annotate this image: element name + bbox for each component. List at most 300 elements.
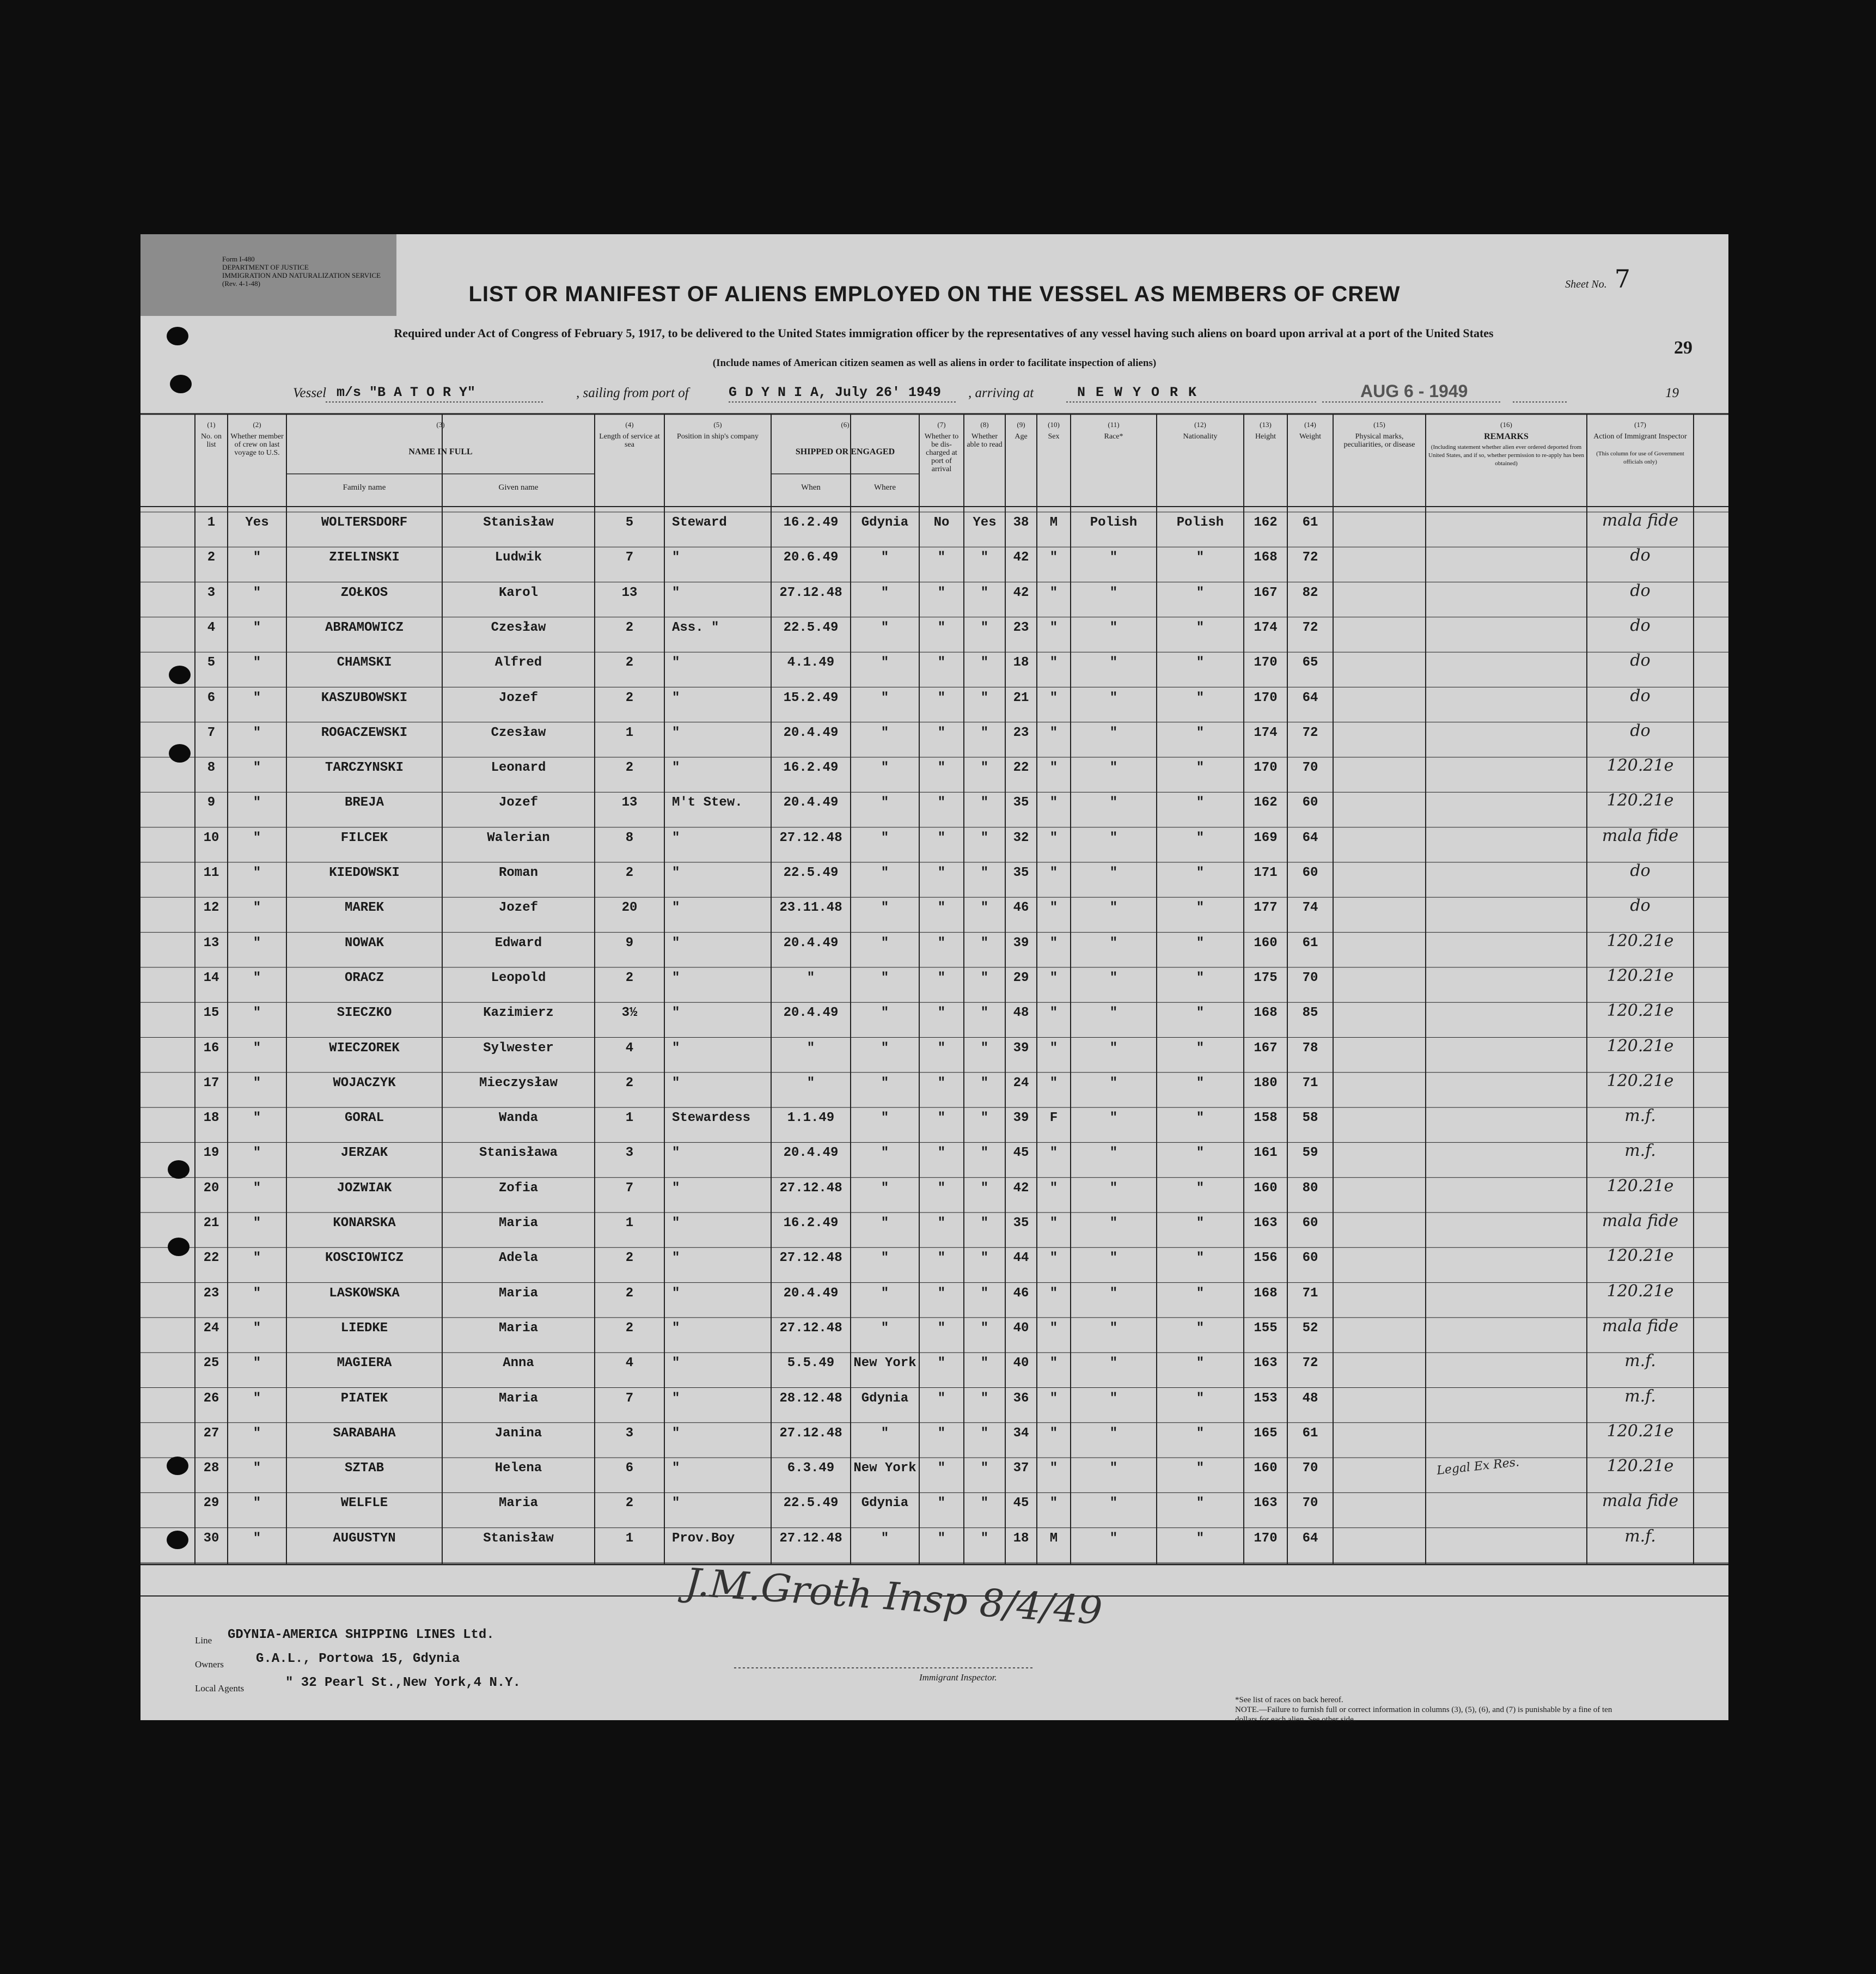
cell-race: " [1109,795,1118,811]
cell-race: " [1109,1040,1118,1056]
cell-height: 171 [1254,866,1278,880]
cell-age: 35 [1013,1216,1029,1230]
cell-family: SIECZKO [337,1006,392,1021]
cell-disch: " [937,900,946,916]
header-c9-label: Age [1015,432,1028,441]
cell-position: " [672,1040,680,1056]
cell-no: 9 [207,795,216,811]
cell-race: " [1109,585,1118,600]
cell-race: " [1109,1356,1118,1371]
cell-weight: 60 [1302,1216,1318,1230]
cell-crew: " [253,1461,261,1476]
cell-position: " [672,1461,680,1476]
cell-where: " [881,795,889,811]
cell-position: " [672,970,680,985]
cell-read: " [980,1461,989,1476]
cell-crew: " [253,1356,261,1371]
cell-position: " [672,1216,680,1230]
cell-weight: 85 [1302,1006,1318,1021]
cell-given: Helena [494,1461,542,1476]
cell-race: " [1109,725,1118,740]
cell-height: 167 [1254,585,1278,600]
cell-sex: " [1049,900,1058,916]
cell-sex: " [1049,1146,1058,1161]
cell-crew: " [253,1391,261,1406]
cell-action: 120.21e [1606,1001,1674,1021]
cell-no: 22 [203,1251,219,1266]
cell-age: 35 [1013,795,1029,811]
cell-no: 8 [207,760,216,776]
cell-height: 174 [1254,620,1278,635]
cell-action: do [1630,651,1651,671]
cell-sex: " [1049,1425,1058,1441]
cell-crew: " [253,690,261,705]
cell-where: " [881,1006,889,1021]
cell-given: Stanisław [483,515,554,530]
cell-nat: " [1196,1531,1205,1546]
cell-nat: " [1196,1146,1205,1161]
cell-position: " [672,1425,680,1441]
cell-sex: " [1049,655,1058,671]
cell-service: 1 [625,725,634,740]
cell-position: M't Stew. [672,795,743,811]
cell-weight: 71 [1302,1285,1318,1301]
cell-when: 20.4.49 [783,1285,839,1301]
cell-where: " [881,1251,889,1266]
cell-read: " [980,1531,989,1546]
cell-when: 27.12.48 [779,1320,842,1336]
cell-sex: " [1049,1040,1058,1056]
cell-given: Anna [503,1356,534,1371]
cell-action: m.f. [1624,1386,1656,1406]
cell-crew: " [253,620,261,635]
cell-weight: 61 [1302,1425,1318,1441]
cell-family: WOJACZYK [333,1075,396,1090]
cell-nat: " [1196,1075,1205,1090]
binder-hole [168,1238,190,1256]
cell-disch: " [937,690,946,705]
cell-sex: " [1049,690,1058,705]
cell-disch: " [937,1285,946,1301]
cell-family: MAREK [344,900,384,916]
cell-sex: " [1049,760,1058,776]
cell-nat: " [1196,1180,1205,1196]
cell-position: " [672,585,680,600]
cell-race: " [1109,690,1118,705]
cell-position: " [672,900,680,916]
cell-when: 28.12.48 [779,1391,842,1406]
cell-action: 120.21e [1606,966,1674,985]
binder-hole [167,1457,188,1475]
cell-age: 37 [1013,1461,1029,1476]
cell-weight: 71 [1302,1075,1318,1090]
cell-height: 161 [1254,1146,1278,1161]
cell-nat: " [1196,830,1205,845]
cell-when: 27.12.48 [779,1531,842,1546]
cell-age: 40 [1013,1320,1029,1336]
cell-given: Stanisława [479,1146,558,1161]
header-family-name: Family name [343,483,386,492]
cell-where: " [881,970,889,985]
cell-race: " [1109,1425,1118,1441]
cell-crew: " [253,655,261,671]
cell-read: " [980,1320,989,1336]
cell-position: " [672,1006,680,1021]
cell-sex: " [1049,866,1058,880]
cell-read: " [980,795,989,811]
cell-position: " [672,690,680,705]
cell-no: 12 [203,900,219,916]
cell-action: m.f. [1624,1141,1656,1161]
cell-age: 44 [1013,1251,1029,1266]
cell-action: 120.21e [1606,931,1674,951]
header-c11-label: Race* [1104,432,1123,441]
cell-weight: 70 [1302,760,1318,776]
cell-sex: " [1049,550,1058,565]
cell-crew: " [253,970,261,985]
cell-nat: " [1196,655,1205,671]
cell-action: 120.21e [1606,1421,1674,1441]
cell-nat: " [1196,550,1205,565]
cell-age: 45 [1013,1496,1029,1511]
agents-label: Local Agents [195,1683,245,1693]
cell-no: 29 [203,1496,219,1511]
header-when: When [801,483,821,492]
cell-crew: " [253,550,261,565]
cell-crew: " [253,1111,261,1126]
fine-note: NOTE.—Failure to furnish full or correct information in columns (3), (5), (6), and (7) is punishable by a fine of ten dollars for each alien. See other side. [1235,1705,1612,1724]
cell-position: " [672,550,680,565]
cell-nat: " [1196,690,1205,705]
cell-crew: Yes [245,515,269,530]
cell-given: Maria [498,1320,538,1336]
cell-crew: " [253,585,261,600]
cell-given: Jozef [498,900,538,916]
cell-race: " [1109,1285,1118,1301]
cell-age: 29 [1013,970,1029,985]
cell-family: GORAL [344,1111,384,1126]
cell-when: 16.2.49 [783,760,839,776]
cell-height: 163 [1254,1496,1278,1511]
cell-no: 6 [207,690,216,705]
cell-when: 27.12.48 [779,1180,842,1196]
cell-position: " [672,1496,680,1511]
header-c4-label: Length of service at sea [599,432,660,449]
cell-where: " [881,935,889,951]
cell-disch: " [937,1075,946,1090]
cell-family: KASZUBOWSKI [321,690,408,705]
cell-service: 5 [625,515,634,530]
agents-value: " 32 Pearl St.,New York,4 N.Y. [285,1676,521,1690]
cell-when: 22.5.49 [783,620,839,635]
cell-disch: " [937,1461,946,1476]
cell-given: Czesław [491,620,546,635]
cell-no: 15 [203,1006,219,1021]
cell-action: do [1630,686,1651,705]
cell-weight: 60 [1302,795,1318,811]
cell-read: " [980,1425,989,1441]
cell-read: " [980,585,989,600]
cell-given: Adela [498,1251,538,1266]
cell-no: 25 [203,1356,219,1371]
cell-where: Gdynia [861,1496,909,1511]
cell-read: " [980,760,989,776]
cell-nat: " [1196,1496,1205,1511]
cell-nat: Polish [1176,515,1224,530]
cell-given: Czesław [491,725,546,740]
cell-crew: " [253,1425,261,1441]
cell-weight: 48 [1302,1391,1318,1406]
cell-height: 170 [1254,1531,1278,1546]
cell-where: Gdynia [861,515,909,530]
cell-nat: " [1196,1320,1205,1336]
cell-service: 9 [625,935,634,951]
cell-age: 39 [1013,1040,1029,1056]
cell-family: PIATEK [340,1391,388,1406]
cell-nat: " [1196,760,1205,776]
cell-position: " [672,1285,680,1301]
header-c16-number: (16) [1500,421,1512,429]
cell-disch: " [937,795,946,811]
cell-no: 16 [203,1040,219,1056]
cell-race: " [1109,620,1118,635]
cell-position: " [672,1146,680,1161]
cell-age: 32 [1013,830,1029,845]
cell-read: " [980,655,989,671]
cell-disch: " [937,585,946,600]
cell-where: " [881,620,889,635]
cell-position: Ass. " [672,620,719,635]
cell-family: LIEDKE [340,1320,388,1336]
cell-disch: " [937,1251,946,1266]
cell-race: " [1109,935,1118,951]
cell-when: 27.12.48 [779,1251,842,1266]
cell-no: 19 [203,1146,219,1161]
cell-service: 13 [621,585,638,600]
cell-when: 20.4.49 [783,725,839,740]
vessel-name: m/s "B A T O R Y" [337,385,476,400]
cell-given: Maria [498,1216,538,1230]
header-c10-number: (10) [1048,421,1060,429]
cell-nat: " [1196,935,1205,951]
cell-disch: " [937,1320,946,1336]
cell-service: 3 [625,1425,634,1441]
cell-family: ZOŁKOS [340,585,388,600]
cell-service: 4 [625,1356,634,1371]
cell-height: 160 [1254,935,1278,951]
cell-read: " [980,1285,989,1301]
cell-read: " [980,1146,989,1161]
cell-height: 153 [1254,1391,1278,1406]
cell-height: 168 [1254,550,1278,565]
cell-where: " [881,900,889,916]
cell-position: " [672,1320,680,1336]
header-c8-label: Whether able to read [967,432,1003,449]
cell-action: mala fide [1602,1316,1679,1336]
cell-service: 1 [625,1111,634,1126]
cell-read: " [980,550,989,565]
cell-crew: " [253,1285,261,1301]
cell-no: 5 [207,655,216,671]
sheet-value: 7 [1614,264,1630,294]
cell-sex: " [1049,1461,1058,1476]
cell-crew: " [253,866,261,880]
cell-weight: 72 [1302,725,1318,740]
cell-action: mala fide [1602,826,1679,845]
cell-race: " [1109,1496,1118,1511]
cell-where: " [881,1111,889,1126]
cell-crew: " [253,830,261,845]
cell-nat: " [1196,1461,1205,1476]
cell-service: 4 [625,1040,634,1056]
cell-when: 27.12.48 [779,830,842,845]
cell-given: Ludwik [494,550,542,565]
cell-sex: " [1049,585,1058,600]
header-action-note: (This column for use of Government officials only) [1596,450,1684,465]
cell-race: " [1109,866,1118,880]
header-where: Where [874,483,896,492]
cell-height: 168 [1254,1285,1278,1301]
page-subtitle-note: (Include names of American citizen seamen as well as aliens in order to facilitate inspection of aliens) [712,357,1157,369]
cell-action: do [1630,616,1651,635]
cell-given: Edward [494,935,542,951]
cell-family: KOSCIOWICZ [325,1251,404,1266]
cell-where: " [881,1320,889,1336]
cell-service: 2 [625,760,634,776]
cell-where: New York [853,1461,916,1476]
sailing-label: , sailing from port of [576,386,689,400]
cell-race: " [1109,900,1118,916]
cell-given: Leonard [491,760,546,776]
cell-weight: 72 [1302,1356,1318,1371]
header-remarks-note: (Including statement whether alien ever ordered deported from United States, and if so, whether permission to re-apply has been obtained) [1428,444,1584,467]
cell-position: " [672,830,680,845]
header-c12-number: (12) [1194,421,1206,429]
inspector-signature: J.M.Groth Insp 8/4/49 [684,1559,1104,1634]
cell-position: Stewardess [672,1111,751,1126]
cell-given: Roman [498,866,538,880]
cell-read: " [980,900,989,916]
cell-disch: " [937,1496,946,1511]
cell-crew: " [253,1531,261,1546]
cell-when: 20.4.49 [783,935,839,951]
header-c5-number: (5) [713,421,722,429]
header-c11-number: (11) [1108,421,1120,429]
cell-given: Zofia [498,1180,538,1196]
cell-disch: " [937,1216,946,1230]
cell-nat: " [1196,1216,1205,1230]
page-subtitle: Required under Act of Congress of February 5, 1917, to be delivered to the United States immigration officer by the representatives of any vessel having such aliens on board upon arrival at a port of the United States [394,326,1494,340]
cell-family: KONARSKA [333,1216,396,1230]
header-c14-label: Weight [1299,432,1322,441]
cell-when: 16.2.49 [783,1216,839,1230]
cell-weight: 64 [1302,690,1318,705]
cell-when: 5.5.49 [787,1356,835,1371]
cell-service: 7 [625,1391,634,1406]
cell-read: " [980,935,989,951]
cell-service: 20 [621,900,638,916]
cell-service: 1 [625,1216,634,1230]
cell-height: 170 [1254,760,1278,776]
cell-given: Maria [498,1496,538,1511]
cell-disch: " [937,620,946,635]
cell-given: Sylwester [483,1040,554,1056]
cell-crew: " [253,1180,261,1196]
cell-action: 120.21e [1606,1176,1674,1196]
page-number: 29 [1674,338,1692,358]
cell-race: " [1109,760,1118,776]
cell-family: KIEDOWSKI [329,866,400,880]
cell-where: " [881,690,889,705]
cell-where: Gdynia [861,1391,909,1406]
binder-hole [169,744,191,763]
cell-service: 13 [621,795,638,811]
cell-age: 24 [1013,1075,1029,1090]
cell-height: 155 [1254,1320,1278,1336]
cell-sex: " [1049,1496,1058,1511]
cell-given: Janina [494,1425,542,1441]
cell-service: 2 [625,1496,634,1511]
cell-service: 3 [625,1146,634,1161]
cell-when: 22.5.49 [783,1496,839,1511]
cell-height: 168 [1254,1006,1278,1021]
cell-weight: 59 [1302,1146,1318,1161]
header-given-name: Given name [498,483,539,492]
cell-read: " [980,1111,989,1126]
cell-action: 120.21e [1606,1036,1674,1056]
cell-where: " [881,725,889,740]
cell-where: " [881,866,889,880]
cell-sex: " [1049,1075,1058,1090]
cell-when: 27.12.48 [779,1425,842,1441]
header-c13-number: (13) [1260,421,1272,429]
cell-crew: " [253,1040,261,1056]
cell-crew: " [253,1146,261,1161]
header-c17-label: Action of Immigrant Inspector [1593,432,1687,441]
cell-read: " [980,1180,989,1196]
cell-height: 180 [1254,1075,1278,1090]
cell-sex: " [1049,1320,1058,1336]
cell-action: 120.21e [1606,1457,1674,1476]
cell-crew: " [253,1496,261,1511]
cell-disch: " [937,1425,946,1441]
cell-family: JOZWIAK [337,1180,392,1196]
cell-race: " [1109,1391,1118,1406]
cell-sex: " [1049,620,1058,635]
cell-race: " [1109,1461,1118,1476]
owners-value: G.A.L., Portowa 15, Gdynia [256,1652,460,1666]
header-c6-number: (6) [841,421,850,429]
cell-family: WELFLE [340,1496,388,1511]
cell-family: CHAMSKI [337,655,392,671]
cell-read: " [980,866,989,880]
cell-height: 177 [1254,900,1278,916]
cell-sex: " [1049,795,1058,811]
cell-family: ORACZ [344,970,384,985]
header-c1-label: No. on list [200,432,222,449]
cell-height: 163 [1254,1356,1278,1371]
cell-age: 36 [1013,1391,1029,1406]
cell-disch: " [937,1146,946,1161]
cell-read: " [980,1391,989,1406]
cell-action: do [1630,861,1651,880]
cell-no: 23 [203,1285,219,1301]
cell-service: 2 [625,1075,634,1090]
cell-nat: " [1196,795,1205,811]
cell-position: " [672,1391,680,1406]
cell-race: " [1109,1251,1118,1266]
cell-weight: 65 [1302,655,1318,671]
